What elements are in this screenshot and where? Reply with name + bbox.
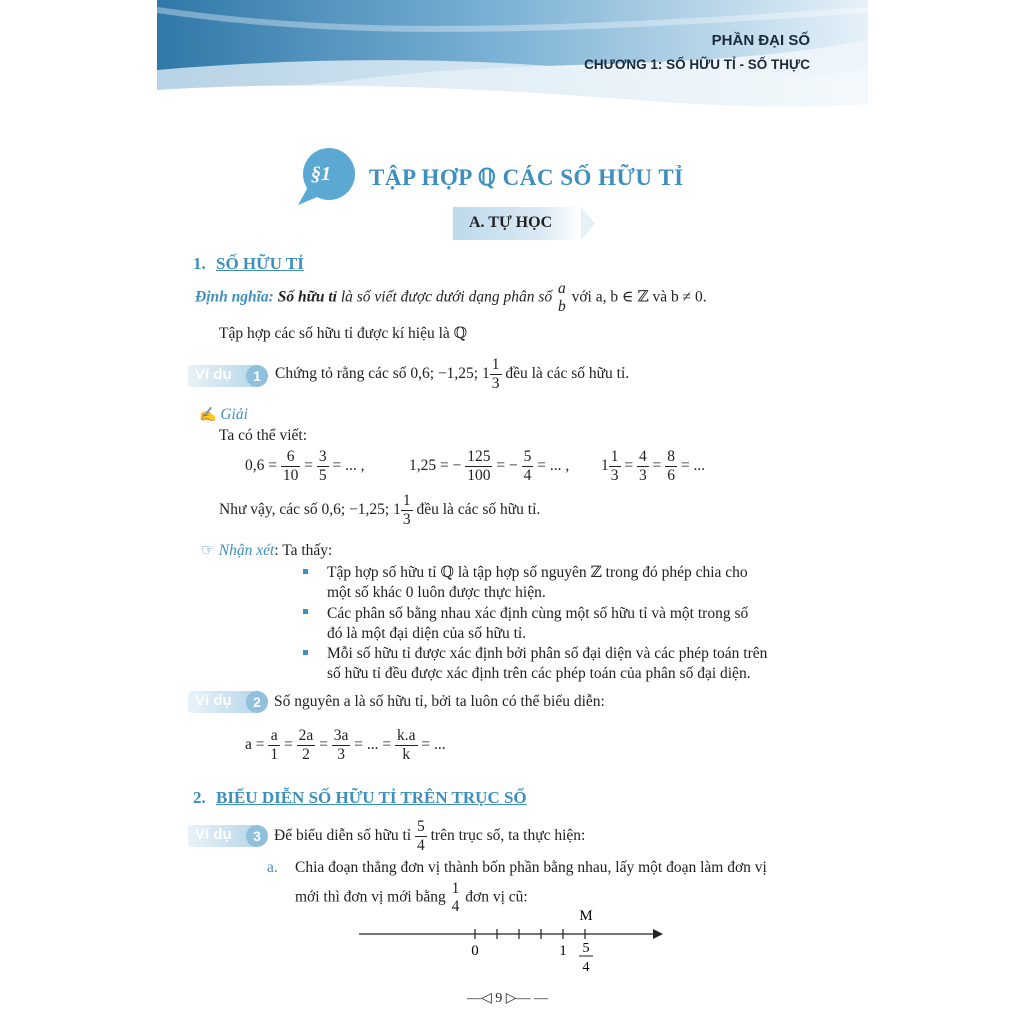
header-band: [157, 0, 868, 118]
definition-tail: với a, b ∈ ℤ và b ≠ 0.: [571, 288, 707, 306]
point-fraction-denominator: 4: [582, 960, 590, 975]
page-number: 9: [495, 991, 503, 1006]
example-3-text: Để biểu diễn số hữu tỉ $\frac{5}{4}$ trên trục số, ta thực hiện:: [274, 818, 586, 854]
solution-label: ✍ Giải: [199, 406, 248, 423]
example-1-text: Chứng tỏ rằng các số 0,6; −1,25; 1 $\frac{1}{3}$ đều là các số hữu tỉ.: [275, 356, 630, 392]
remark-bullet-2-line-1: Các phân số bằng nhau xác định cùng một số hữu tỉ và một trong số: [327, 605, 749, 622]
solution-conclusion: Như vậy, các số 0,6; −1,25; 1 $\frac{1}{3}$ đều là các số hữu tỉ.: [219, 492, 541, 528]
step-line-2: mới thì đơn vị mới bằng 1 4 đơn vị cũ:: [295, 880, 528, 915]
heading-2-title: BIỂU DIỄN SỐ HỮU TỈ TRÊN TRỤC SỐ: [216, 788, 527, 807]
step-line-1: Chia đoạn thẳng đơn vị thành bốn phần bằng nhau, lấy một đoạn làm đơn vị: [295, 859, 767, 876]
pointing-hand-icon: ☞: [201, 542, 215, 559]
definition-line: [195, 280, 707, 316]
tick-label-0: 0: [471, 943, 479, 959]
heading-1-number: 1.: [193, 254, 206, 273]
page-footer: —◁ 9 ▷— —: [467, 991, 549, 1006]
solution-intro: Ta có thể viết:: [219, 427, 308, 444]
remark-line: ☞ Nhận xét: Ta thấy:: [201, 542, 333, 559]
remark-bullet-2-line-2: đó là một đại diện của số hữu tỉ.: [327, 625, 527, 642]
example-2-badge: Ví dụ 2: [188, 691, 268, 713]
pen-icon: ✍: [199, 408, 217, 423]
set-note: Tập hợp các số hữu tỉ được kí hiệu là ℚ: [219, 325, 468, 342]
tick-label-1: 1: [559, 943, 567, 959]
definition-fraction: a b: [557, 280, 566, 315]
solution-eq-2: 1,25 = − $\frac{125}{100}$ = − $\frac{5}{4}$ = ... ,: [409, 448, 570, 484]
example-1-badge: Ví dụ 1: [188, 365, 268, 387]
definition-term: Số hữu tỉ: [277, 288, 337, 306]
bullet-icon: [303, 569, 308, 574]
remark-bullet-3-line-1: Mỗi số hữu tỉ được xác định bởi phân số đại diện và các phép toán trên: [327, 645, 768, 662]
remark-bullet-1-line-2: một số khác 0 luôn được thực hiện.: [327, 584, 546, 601]
remark-bullet-1-line-1: Tập hợp số hữu tỉ ℚ là tập hợp số nguyên ℤ trong đó phép chia cho: [327, 564, 748, 581]
example-2-equation: a = $\frac{a}{1}$ = $\frac{2a}{2}$ = $\frac{3a}{3}$ = ... = $\frac{k.a}{k}$ = ...: [245, 727, 446, 763]
section-number: §1: [311, 163, 331, 185]
subtitle-label: A. TỰ HỌC: [469, 214, 553, 231]
number-line-arrow-icon: [653, 929, 663, 939]
example-3-badge: Ví dụ 3: [188, 825, 268, 847]
header-chapter-title: CHƯƠNG 1: SỐ HỮU TỈ - SỐ THỰC: [584, 57, 810, 72]
heading-2: [193, 788, 527, 808]
definition-label: Định nghĩa:: [195, 288, 274, 306]
definition-text: là số viết được dưới dạng phân số: [340, 288, 553, 306]
example-2-text: Số nguyên a là số hữu tỉ, bởi ta luôn có thể biểu diễn:: [274, 693, 605, 710]
section-title: TẬP HỢP ℚ CÁC SỐ HỮU TỈ: [369, 165, 684, 190]
bullet-icon: [303, 650, 308, 655]
heading-1: [193, 254, 304, 274]
heading-2-number: 2.: [193, 788, 206, 807]
header-part-title: PHẦN ĐẠI SỐ: [711, 32, 810, 49]
remark-bullet-3-line-2: số hữu tỉ đều được xác định trên các phép toán của phân số đại diện.: [327, 665, 751, 682]
number-line: [357, 900, 677, 982]
step-letter: a.: [267, 859, 278, 876]
solution-eq-1: 0,6 = $\frac{6}{10}$ = $\frac{3}{5}$ = ... ,: [245, 448, 365, 484]
point-fraction-numerator: 5: [582, 941, 590, 956]
textbook-page: [157, 0, 868, 1024]
bullet-icon: [303, 609, 308, 614]
point-label-m: M: [579, 908, 593, 924]
solution-eq-3: 1 $\frac{1}{3}$ = $\frac{4}{3}$ = $\frac{8}{6}$ = ...: [601, 448, 706, 484]
heading-1-title: SỐ HỮU TỈ: [216, 254, 304, 273]
